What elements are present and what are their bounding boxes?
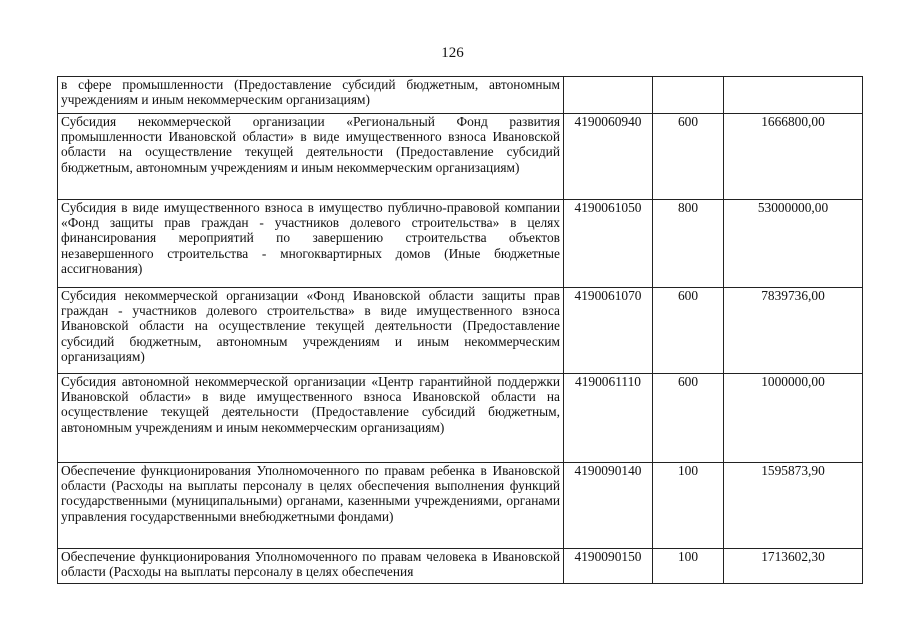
row-expense-type: 600 (653, 114, 724, 200)
row-amount: 1666800,00 (724, 114, 863, 200)
row-amount: 1595873,90 (724, 463, 863, 549)
row-code: 4190061070 (564, 288, 653, 374)
budget-table (57, 76, 863, 584)
table-row (58, 200, 863, 288)
row-code: 4190061110 (564, 374, 653, 463)
row-description: Субсидия некоммерческой организации «Фонд Ивановской области защиты прав граждан - участников долевого строительства» в виде имущественного взноса Ивановской области на осуществление текущей деятельности (Предоставление субсидий бюджетным, автономным учреждениям и иным некоммерческим организациям) (58, 288, 564, 374)
row-description: в сфере промышленности (Предоставление субсидий бюджетным, автономным учреждениям и иным некоммерческим организациям) (58, 77, 564, 114)
row-amount: 7839736,00 (724, 288, 863, 374)
row-expense-type: 800 (653, 200, 724, 288)
row-description: Обеспечение функционирования Уполномоченного по правам человека в Ивановской области (Расходы на выплаты персоналу в целях обеспечения (58, 549, 564, 584)
row-code: 4190060940 (564, 114, 653, 200)
table-row (58, 114, 863, 200)
row-amount: 1000000,00 (724, 374, 863, 463)
row-expense-type: 100 (653, 549, 724, 584)
row-expense-type: 100 (653, 463, 724, 549)
row-code: 4190061050 (564, 200, 653, 288)
row-description: Субсидия в виде имущественного взноса в имущество публично-правовой компании «Фонд защиты прав граждан - участников долевого строительства» в целях финансирования мероприятий по завершению строительства объектов незавершенного строительства - многоквартирных домов (Иные бюджетные ассигнования) (58, 200, 564, 288)
row-description: Обеспечение функционирования Уполномоченного по правам ребенка в Ивановской области (Расходы на выплаты персоналу в целях обеспечения выполнения функций государственными (муниципальными) органами, казенными учреждениями, органами управления государственными внебюджетными фондами) (58, 463, 564, 549)
row-amount (724, 77, 863, 114)
table-row (58, 288, 863, 374)
table-row (58, 374, 863, 463)
row-code: 4190090140 (564, 463, 653, 549)
row-description: Субсидия автономной некоммерческой организации «Центр гарантийной поддержки Ивановской области» в виде имущественного взноса Ивановской области на осуществление текущей деятельности (Предоставление субсидий бюджетным, автономным учреждениям и иным некоммерческим организациям) (58, 374, 564, 463)
row-expense-type (653, 77, 724, 114)
page-number: 126 (441, 45, 464, 61)
row-expense-type: 600 (653, 374, 724, 463)
table-row (58, 77, 863, 114)
table-row (58, 463, 863, 549)
row-code: 4190090150 (564, 549, 653, 584)
row-amount: 1713602,30 (724, 549, 863, 584)
row-description: Субсидия некоммерческой организации «Региональный Фонд развития промышленности Ивановской области» в виде имущественного взноса Ивановской области на осуществление текущей деятельности (Предоставление субсидий бюджетным, автономным учреждениям и иным некоммерческим организациям) (58, 114, 564, 200)
row-code (564, 77, 653, 114)
table-row (58, 549, 863, 584)
row-amount: 53000000,00 (724, 200, 863, 288)
row-expense-type: 600 (653, 288, 724, 374)
